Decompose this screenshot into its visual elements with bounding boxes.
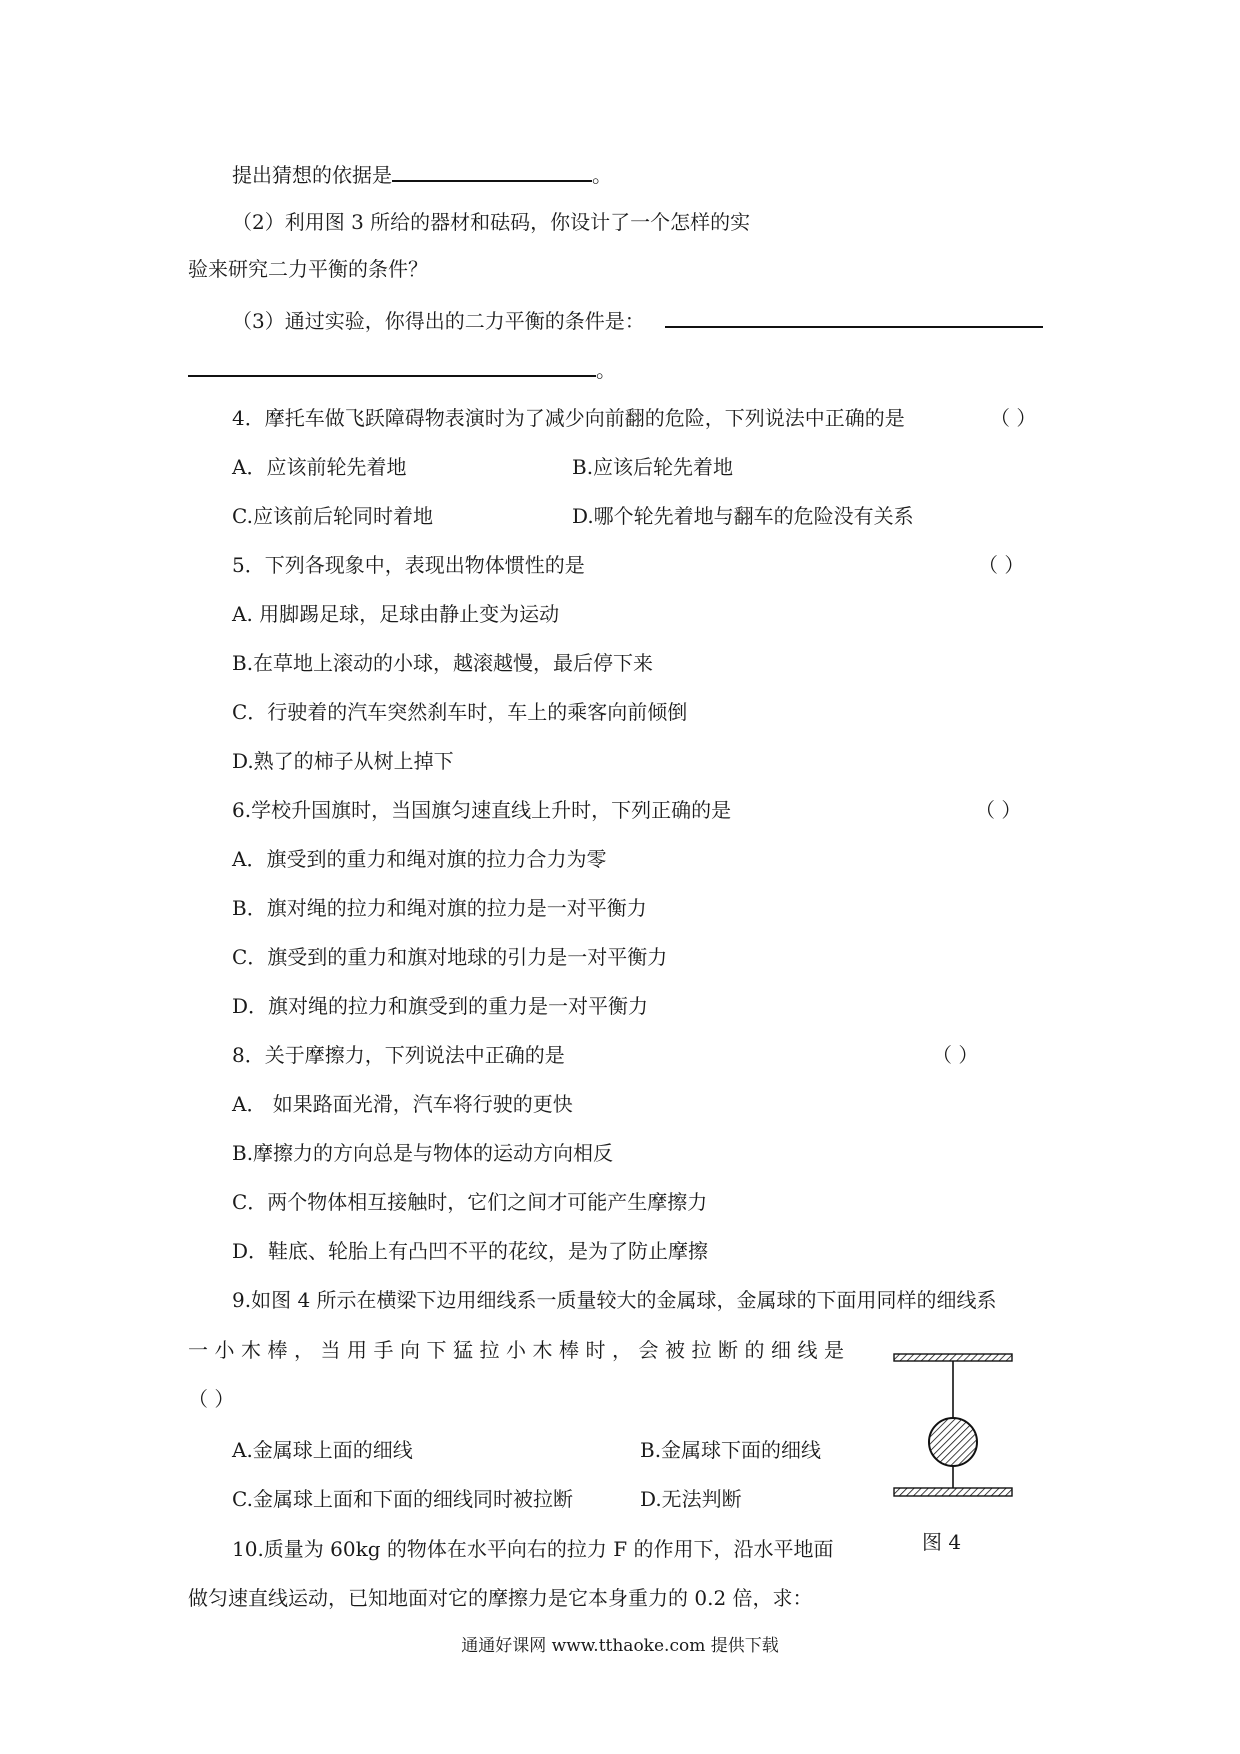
q3-line4-text: （3）通过实验，你得出的二力平衡的条件是：	[232, 309, 645, 333]
q9-option-b: B.金属球下面的细线	[640, 1438, 822, 1462]
metal-ball-shape	[929, 1418, 977, 1466]
q8-option-d: D．鞋底、轮胎上有凸凹不平的花纹，是为了防止摩擦	[232, 1239, 709, 1263]
q3-line4	[232, 306, 1043, 335]
q5-option-b: B.在草地上滚动的小球，越滚越慢，最后停下来	[232, 651, 654, 675]
q8-option-c: C．两个物体相互接触时，它们之间才可能产生摩擦力	[232, 1190, 708, 1214]
q3-line1-end: 。	[592, 163, 612, 187]
q5-option-c: C．行驶着的汽车突然刹车时，车上的乘客向前倾倒	[232, 700, 688, 724]
q9-option-a: A.金属球上面的细线	[232, 1438, 413, 1462]
q3-line1	[232, 160, 612, 189]
q6-option-a: A．旗受到的重力和绳对旗的拉力合力为零	[232, 847, 607, 871]
q6-option-d: D．旗对绳的拉力和旗受到的重力是一对平衡力	[232, 994, 649, 1018]
q9-line2: 一小木棒，当用手向下猛拉小木棒时，会被拉断的细线是	[188, 1338, 851, 1362]
q10-line1: 10.质量为 60kg 的物体在水平向右的拉力 F 的作用下，沿水平地面	[232, 1537, 834, 1561]
q4-option-a: A．应该前轮先着地	[232, 455, 407, 479]
answer-blank[interactable]	[392, 160, 592, 182]
q4-option-c: C.应该前后轮同时着地	[232, 504, 433, 528]
q5-answer-bracket[interactable]: （ ）	[978, 553, 1025, 577]
q4-answer-bracket[interactable]: （ ）	[990, 406, 1037, 430]
q4-option-d: D.哪个轮先着地与翻车的危险没有关系	[572, 504, 914, 528]
q9-answer-bracket[interactable]: （ ）	[188, 1387, 235, 1411]
q3-line5	[188, 355, 616, 384]
q9-option-d: D.无法判断	[640, 1487, 742, 1511]
q6-answer-bracket[interactable]: （ ）	[975, 798, 1022, 822]
q8-option-b: B.摩擦力的方向总是与物体的运动方向相反	[232, 1141, 614, 1165]
q6-option-b: B．旗对绳的拉力和绳对旗的拉力是一对平衡力	[232, 896, 647, 920]
q8-option-a: A． 如果路面光滑，汽车将行驶的更快	[232, 1092, 573, 1116]
q4-option-b: B.应该后轮先着地	[572, 455, 734, 479]
q5-stem: 5．下列各现象中，表现出物体惯性的是	[232, 553, 585, 577]
q8-stem: 8．关于摩擦力，下列说法中正确的是	[232, 1043, 565, 1067]
q5-option-d: D.熟了的柿子从树上掉下	[232, 749, 454, 773]
q5-option-a: A. 用脚踢足球，足球由静止变为运动	[232, 602, 560, 626]
q10-line2: 做匀速直线运动，已知地面对它的摩擦力是它本身重力的 0.2 倍，求：	[188, 1586, 813, 1610]
q9-option-c: C.金属球上面和下面的细线同时被拉断	[232, 1487, 573, 1511]
figure-4-diagram	[880, 1352, 1028, 1522]
q9-line1: 9.如图 4 所示在横梁下边用细线系一质量较大的金属球，金属球的下面用同样的细线系	[232, 1288, 997, 1312]
q3-line1-text: 提出猜想的依据是	[232, 163, 392, 187]
wooden-stick-shape	[894, 1488, 1012, 1496]
q4-stem: 4．摩托车做飞跃障碍物表演时为了减少向前翻的危险，下列说法中正确的是	[232, 406, 905, 430]
q3-line3: 验来研究二力平衡的条件？	[188, 257, 428, 281]
answer-blank[interactable]	[188, 355, 596, 377]
q6-option-c: C．旗受到的重力和旗对地球的引力是一对平衡力	[232, 945, 668, 969]
figure-4-caption: 图 4	[922, 1530, 962, 1554]
q3-line5-end: 。	[596, 358, 616, 382]
beam-shape	[894, 1354, 1012, 1361]
footer-source: 通通好课网 www.tthaoke.com 提供下载	[461, 1636, 779, 1656]
answer-blank[interactable]	[665, 306, 1043, 328]
q3-line2: （2）利用图 3 所给的器材和砝码，你设计了一个怎样的实	[232, 210, 751, 234]
q8-answer-bracket[interactable]: （ ）	[932, 1043, 979, 1067]
q6-stem: 6.学校升国旗时，当国旗匀速直线上升时，下列正确的是	[232, 798, 732, 822]
